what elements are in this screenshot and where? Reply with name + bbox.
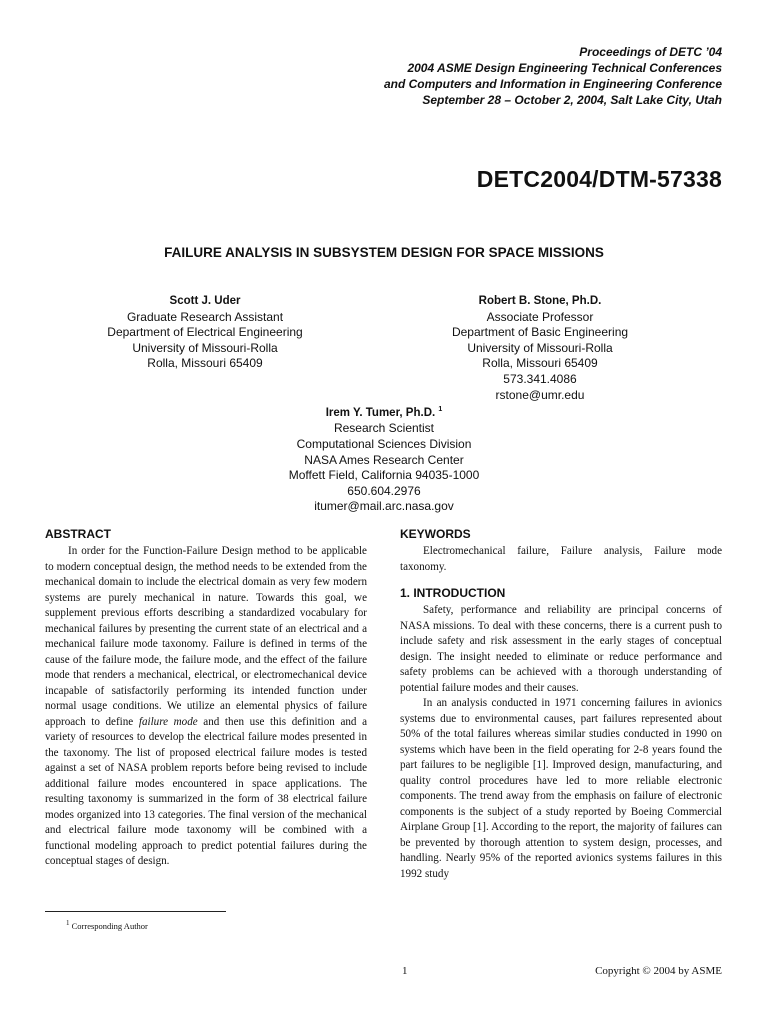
abstract-text-1: In order for the Function-Failure Design method to be applicable to modern conceptual design, the method needs to be extended from the mechanical domain to include the electrical domain as very few modern systems are purely mechanical in nature. Towards this goal, we supplement previous efforts describing a standardized vocabulary for mechanical failures by presenting the current state of an electrical and a mechanical failure mode taxonomy. Failure is defined in terms of the cause of the failure mode, the failure mode, and the effect of the failure mode that renders a mechanical, electrical, or electromechanical device incapable of satisfactorily performing its intended function under normal usage conditions. We utilize an elemental physics of failure approach to define: [45, 545, 367, 728]
keywords-text: Electromechanical failure, Failure analysis, Failure mode taxonomy.: [400, 545, 722, 573]
dates-line: September 28 – October 2, 2004, Salt Lake City, Utah: [422, 93, 722, 107]
footnote-marker: 1: [438, 406, 443, 413]
abstract-text-2: and then use this definition and a variety of resources to develop the electrical failure modes presented in the taxonomy. The list of proposed electrical failure modes is tested against a set of NASA problem reports before being revised to include additional failure modes encountered in space applications. The resulting taxonomy is summarized in the form of 38 electrical failure modes organized into 13 categories. The final version of the mechanical and electrical failure mode taxonomy will be combined with a functional modeling approach to predict potential failures during the conceptual stages of design.: [45, 715, 367, 867]
abstract-paragraph: [45, 544, 367, 870]
author-name-text: Irem Y. Tumer, Ph.D.: [325, 406, 436, 419]
author-department: Department of Basic Engineering: [451, 325, 629, 340]
footnote-text: Corresponding Author: [71, 920, 148, 931]
page-number: 1: [402, 965, 408, 977]
paper-id: DETC2004/DTM-57338: [476, 166, 722, 192]
author-name: Robert B. Stone, Ph.D.: [478, 295, 602, 307]
author-institution: NASA Ames Research Center: [304, 452, 464, 467]
proceedings-line: Proceedings of DETC ’04: [579, 45, 722, 59]
author-name: Scott J. Uder: [169, 295, 241, 307]
footnote: [66, 919, 148, 931]
author-email: itumer@mail.arc.nasa.gov: [314, 499, 454, 514]
author-phone: 573.341.4086: [503, 371, 577, 386]
author-city: Rolla, Missouri 65409: [482, 356, 598, 371]
author-city: Moffett Field, California 94035-1000: [288, 468, 480, 483]
footnote-mark: 1: [66, 919, 70, 927]
copyright-notice: Copyright © 2004 by ASME: [595, 965, 722, 977]
conference-line-2: and Computers and Information in Engineering Conference: [383, 77, 722, 91]
intro-paragraph-1: Safety, performance and reliability are principal concerns of NASA missions. To deal with these concerns, there is a current push to include safety and risk assessment in the early stages of conceptual design. The insight needed to eliminate or reduce performance and safety problems can be achieved with a thorough understanding of potential failure modes and their causes.: [400, 604, 722, 694]
footnote-divider: [45, 911, 226, 912]
author-position: Graduate Research Assistant: [126, 309, 284, 324]
intro-paragraph-2: In an analysis conducted in 1971 concerning failures in avionics systems due to environmental causes, part failures represented about 50% of the total failures whereas similar studies conducted in 1990 on systems which have been in the field operating for 2-8 years found the part failures to be negligible [1]. Improved design, manufacturing, and quality control procedures have led to more reliable electronic components. The trend away from the emphasis on failure of electronic components is the subject of a study reported by Boeing Commercial Airplane Group [1]. According to the report, the majority of failures can be prevented by thorough attention to system design, processes, and handling. Nearly 95% of the reported avionics systems failures in this 1992 study: [400, 697, 722, 880]
abstract-italic-term: failure mode: [138, 715, 198, 728]
paper-title: FAILURE ANALYSIS IN SUBSYSTEM DESIGN FOR SPACE MISSIONS: [164, 245, 604, 260]
author-name: [234, 402, 534, 421]
author-department: Computational Sciences Division: [296, 437, 472, 452]
author-city: Rolla, Missouri 65409: [147, 356, 263, 371]
conference-line: 2004 ASME Design Engineering Technical Conferences: [407, 61, 722, 75]
left-column: [45, 527, 367, 870]
introduction-heading: 1. INTRODUCTION: [400, 586, 506, 600]
keywords-heading: KEYWORDS: [400, 527, 471, 541]
author-position: Research Scientist: [333, 421, 435, 436]
author-block-stone: [420, 294, 660, 403]
author-university: University of Missouri-Rolla: [132, 340, 278, 355]
right-column: [400, 527, 722, 882]
author-position: Associate Professor: [486, 309, 594, 324]
author-university: University of Missouri-Rolla: [467, 340, 613, 355]
author-block-tumer: [234, 402, 534, 515]
author-email: rstone@umr.edu: [495, 387, 585, 402]
author-phone: 650.604.2976: [347, 483, 421, 498]
author-department: Department of Electrical Engineering: [107, 325, 303, 340]
author-block-uder: [85, 294, 325, 372]
abstract-heading: ABSTRACT: [45, 527, 111, 541]
proceedings-header: [384, 44, 722, 108]
